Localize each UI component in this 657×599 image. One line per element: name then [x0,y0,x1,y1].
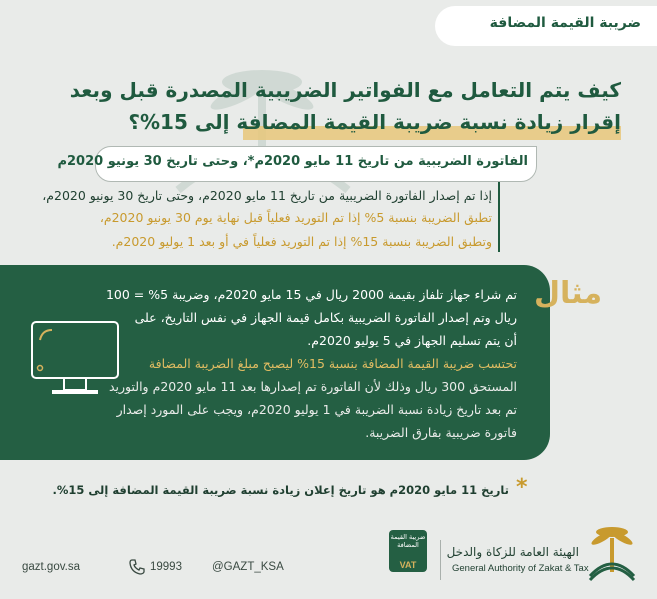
header-tab [435,6,657,46]
website-link[interactable]: gazt.gov.sa [22,561,80,573]
example-line: المستحق 300 ريال وذلك لأن الفاتورة تم إصدارها بعد 11 مايو 2020م والتوريد [108,379,517,394]
header-title: ضريبة القيمة المضافة [489,15,641,31]
phone-icon [128,558,146,576]
footnote-text: تاريخ 11 مايو 2020م هو تاريخ إعلان زيادة نسبة ضريبة القيمة المضافة إلى 15%. [52,483,509,497]
question-line-1: كيف يتم التعامل مع الفواتير الضريبية المصدرة قبل وبعد [69,78,621,102]
question-line-2: إقرار زيادة نسبة ضريبة القيمة المضافة إلى 15%؟ [128,110,621,134]
period-box [57,146,537,182]
rule-accent-bar [498,182,500,252]
phone-number[interactable]: 19993 [150,561,182,573]
vat-logo-en: VAT [399,560,417,570]
rule-line-3: وتطبق الضريبة بنسبة 15% إذا تم التوريد فعلياً في أو بعد 1 يوليو 2020م. [111,234,492,249]
footer-divider [440,540,441,580]
example-line: أن يتم تسليم الجهاز في 5 يوليو 2020م. [307,333,517,348]
authority-name-en: General Authority of Zakat & Tax [452,563,589,574]
footnote-star: * [516,475,528,500]
social-handle[interactable]: @GAZT_KSA [212,561,284,573]
example-line: تم شراء جهاز تلفاز بقيمة 2000 ريال في 15 مايو 2020م، وضريبة 5% = 100 [105,287,517,302]
monitor-icon [30,320,120,400]
rule-line-1: إذا تم إصدار الفاتورة الضريبية من تاريخ 11 مايو 2020م، وحتى تاريخ 30 يونيو 2020م، [42,188,492,203]
rule-line-2: تطبق الضريبة بنسبة 5% إذا تم التوريد فعلياً قبل نهاية يوم 30 يونيو 2020م، [99,210,492,225]
example-line: ريال وتم إصدار الفاتورة الضريبية بكامل قيمة الجهاز في نفس التاريخ، على [134,310,517,325]
example-line: تم بعد تاريخ زيادة نسبة الضريبة في 1 يوليو 2020م، ويجب على المورد إصدار [116,402,517,417]
vat-logo [389,530,427,572]
example-line: فاتورة ضريبية بفارق الضريبة. [365,425,517,440]
authority-name-ar: الهيئة العامة للزكاة والدخل [446,545,579,559]
period-label: الفاتورة الضريبية من تاريخ 11 مايو 2020م*، وحتى تاريخ 30 يونيو 2020م [57,154,528,169]
example-line: تحتسب ضريبة القيمة المضافة بنسبة 15% ليصبح مبلغ الضريبة المضافة [148,356,517,371]
vat-logo-ar: ضريبة القيمة المضافة [390,533,426,549]
palm-swords-logo-icon [586,520,638,584]
example-title: مثال [534,276,603,311]
